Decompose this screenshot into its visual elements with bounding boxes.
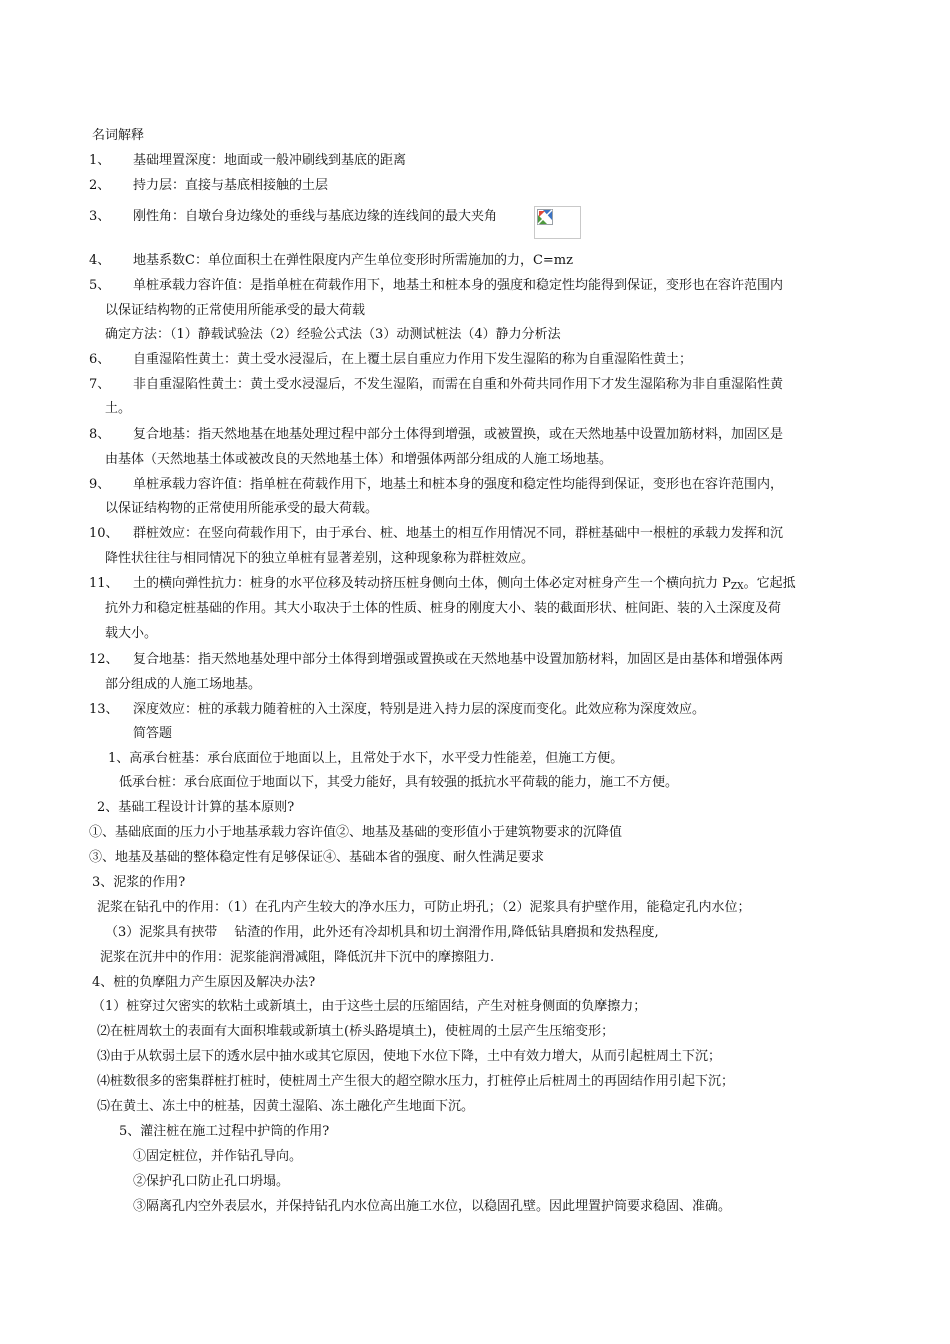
item-text-continued: 载大小。: [105, 626, 158, 641]
item-number: 12、: [89, 652, 119, 667]
item-text-continued: 土。: [105, 401, 132, 416]
item-number: 8、: [89, 427, 111, 442]
broken-image-icon: [534, 206, 581, 239]
item-text: 复合地基：指天然地基处理中部分土体得到增强或置换或在天然地基中设置加筋材料，加固区是由基体和增强体两: [133, 652, 784, 667]
item-text-continued: 以保证结构物的正常使用所能承受的最大荷载: [105, 303, 366, 318]
answer-line: ②保护孔口防止孔口坍塌。: [133, 1174, 290, 1189]
answer-line: ③隔离孔内空外表层水，并保持钻孔内水位高出施工水位，以稳固孔壁。因此埋置护筒要求稳固、准确。: [133, 1199, 732, 1214]
item-number: 2、: [89, 178, 111, 193]
item-text: 持力层：直接与基底相接触的土层: [133, 178, 329, 193]
item-number: 9、: [89, 477, 111, 492]
answer-line: ①、基础底面的压力小于地基承载力容许值②、地基及基础的变形值小于建筑物要求的沉降值: [89, 825, 623, 840]
answer-line: ⑷桩数很多的密集群桩打桩时，使桩周土产生很大的超空隙水压力，打桩停止后桩周土的再固结作用引起下沉；: [97, 1074, 735, 1089]
item-text: 复合地基：指天然地基在地基处理过程中部分土体得到增强，或被置换，或在天然地基中设置加筋材料，加固区是: [133, 427, 784, 442]
item-text: 非自重湿陷性黄土：黄土受水浸湿后，不发生湿陷，而需在自重和外荷共同作用下才发生湿陷称为非自重湿陷性黄: [133, 377, 784, 392]
item-text: 单桩承载力容许值：指单桩在荷载作用下，地基土和桩本身的强度和稳定性均能得到保证，变形也在容许范围内，: [133, 477, 784, 492]
answer-line: 1、高承台桩基：承台底面位于地面以上，且常处于水下，水平受力性能差，但施工方便。: [108, 751, 624, 766]
item-number: 5、: [89, 278, 111, 293]
answer-line: （1）桩穿过欠密实的软粘土或新填土，由于这些土层的压缩固结，产生对桩身侧面的负摩擦力；: [92, 999, 647, 1014]
item-text: 自重湿陷性黄土：黄土受水浸湿后，在上覆土层自重应力作用下发生湿陷的称为自重湿陷性黄土；: [133, 352, 693, 367]
subscript: ZX: [730, 582, 744, 592]
answer-line: ⑸在黄土、冻土中的桩基，因黄土湿陷、冻土融化产生地面下沉。: [97, 1099, 475, 1114]
item-number: 7、: [89, 377, 111, 392]
answer-line: 低承台桩：承台底面位于地面以下，其受力能好，具有较强的抵抗水平荷载的能力，施工不方便。: [119, 775, 679, 790]
item-number: 11、: [89, 576, 119, 591]
section-title-short-answers: 简答题: [133, 726, 173, 741]
item-text-continued: 抗外力和稳定桩基础的作用。其大小取决于土体的性质、桩身的刚度大小、装的截面形状、桩间距、装的入土深度及荷: [105, 601, 782, 616]
answer-line: （3）泥浆具有挟带 钻渣的作用，此外还有冷却机具和切土润滑作用,降低钻具磨损和发热程度,: [105, 925, 659, 940]
item-number: 4、: [89, 253, 111, 268]
item-text-continued: 部分组成的人施工场地基。: [105, 677, 262, 692]
answer-line: ⑵在桩周软土的表面有大面积堆载或新填土(桥头路堤填土)，使桩周的土层产生压缩变形；: [97, 1024, 615, 1039]
question-line: 2、基础工程设计计算的基本原则?: [97, 800, 295, 815]
item-text: 地基系数C：单位面积土在弹性限度内产生单位变形时所需施加的力，C=mz: [133, 253, 573, 268]
item-text: 刚性角：自墩台身边缘处的垂线与基底边缘的连线间的最大夹角: [133, 209, 498, 224]
item-text-continued: 以保证结构物的正常使用所能承受的最大荷载。: [105, 501, 379, 516]
item-number: 13、: [89, 702, 119, 717]
item-number: 1、: [89, 153, 111, 168]
question-line: 5、灌注桩在施工过程中护筒的作用?: [119, 1124, 330, 1139]
item-text: 基础埋置深度：地面或一般冲刷线到基底的距离: [133, 153, 407, 168]
item-number: 6、: [89, 352, 111, 367]
question-line: 3、泥浆的作用?: [92, 875, 186, 890]
method-line: 确定方法：（1）静载试验法（2）经验公式法（3）动测试桩法（4）静力分析法: [105, 327, 561, 342]
answer-line: ①固定桩位，并作钻孔导向。: [133, 1149, 303, 1164]
item-text: 单桩承载力容许值：是指单桩在荷载作用下，地基土和桩本身的强度和稳定性均能得到保证，变形也在容许范围内: [133, 278, 784, 293]
answer-line: 泥浆在沉井中的作用：泥浆能润滑减阻，降低沉井下沉中的摩擦阻力.: [100, 950, 495, 965]
section-title-definitions: 名词解释: [92, 128, 145, 143]
answer-line: ⑶由于从软弱土层下的透水层中抽水或其它原因，使地下水位下降，土中有效力增大，从而引起桩周土下沉；: [97, 1049, 722, 1064]
item-text: 群桩效应：在竖向荷载作用下，由于承台、桩、地基土的相互作用情况不同，群桩基础中一根桩的承载力发挥和沉: [133, 526, 784, 541]
answer-line: ③、地基及基础的整体稳定性有足够保证④、基础本省的强度、耐久性满足要求: [89, 850, 545, 865]
image-placeholder-icon: [537, 209, 553, 225]
item-text-continued: 降性状往往与相同情况下的独立单桩有显著差别，这种现象称为群桩效应。: [105, 551, 535, 566]
item-number: 10、: [89, 526, 119, 541]
item-number: 3、: [89, 209, 111, 224]
answer-line: 泥浆在钻孔中的作用：（1）在孔内产生较大的净水压力，可防止坍孔；（2）泥浆具有护壁作用，能稳定孔内水位；: [97, 900, 751, 915]
item-text-continued: 由基体（天然地基土体或被改良的天然地基土体）和增强体两部分组成的人施工场地基。: [105, 452, 613, 467]
question-line: 4、桩的负摩阻力产生原因及解决办法?: [92, 975, 316, 990]
item-text: 土的横向弹性抗力：桩身的水平位移及转动挤压桩身侧向土体，侧向土体必定对桩身产生一个横向抗力 $P_{ZX}$。它起抵: [133, 576, 796, 592]
item-text: 深度效应：桩的承载力随着桩的入土深度，特别是进入持力层的深度而变化。此效应称为深度效应。: [133, 702, 706, 717]
